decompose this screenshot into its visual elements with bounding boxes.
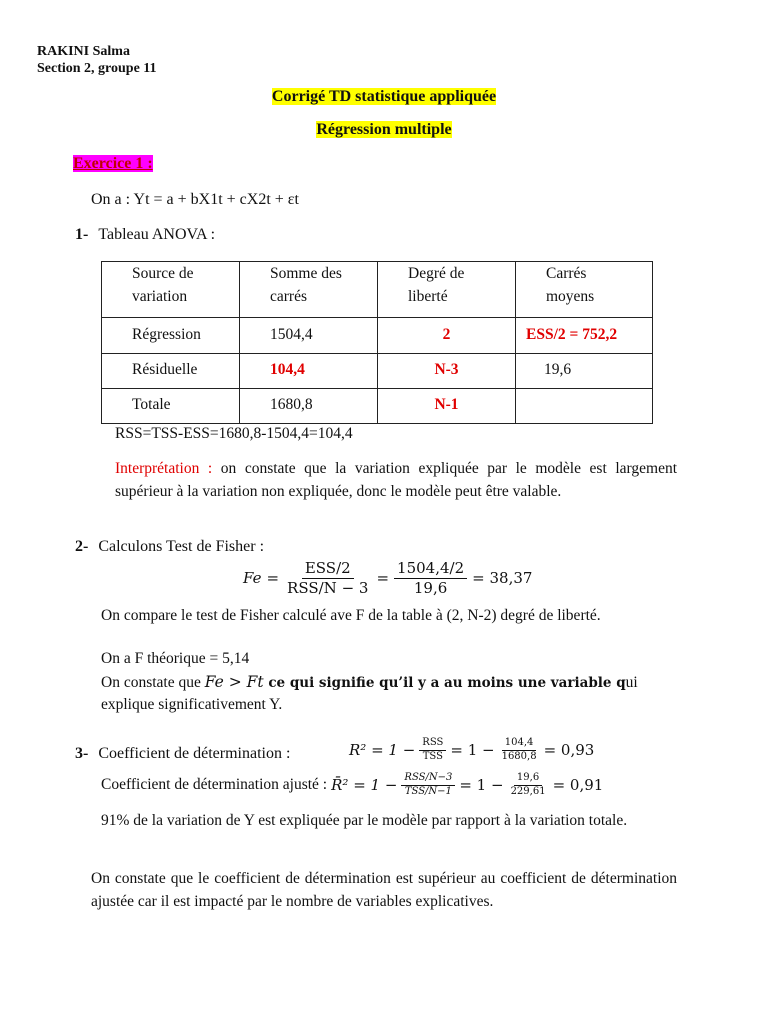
q2-label: Calculons Test de Fisher : — [98, 538, 265, 555]
adj-fraction-2-num: 19,6 — [514, 772, 542, 786]
r2-fraction-1 — [419, 737, 446, 763]
table-header-row — [102, 262, 653, 318]
row-regression-df: 2 — [378, 318, 516, 354]
row-regression-ss: 1504,4 — [240, 318, 378, 354]
row-regression-source: Régression — [102, 318, 240, 354]
adj-mid: = 1 − — [459, 776, 504, 794]
adj-fraction-1-den: TSS/N−1 — [404, 785, 452, 797]
adjusted-r2-line — [101, 772, 603, 798]
eq-sign: = — [376, 569, 390, 588]
fisher-conclusion-end: explique significativement Y. — [101, 696, 283, 713]
fisher-formula — [243, 559, 532, 598]
adjusted-r2-symbol: R̄² = 1 − — [331, 776, 398, 794]
r2-fraction-2-num: 104,4 — [502, 737, 537, 751]
fe-gt-ft: Fe > Ft — [204, 673, 264, 691]
fisher-fraction-2-num: 1504,4/2 — [394, 559, 467, 579]
adj-fraction-2 — [508, 772, 549, 798]
row-total-source: Totale — [102, 389, 240, 424]
adj-fraction-1-num: RSS/N−3 — [401, 772, 455, 786]
interpretation-paragraph — [115, 457, 677, 503]
header-sum-squares: Somme des carrés — [240, 262, 378, 318]
row-regression-ms: ESS/2 = 752,2 — [516, 318, 653, 354]
eq-sign: = — [266, 569, 280, 588]
header-degrees: Degré de liberté — [378, 262, 516, 318]
adj-fraction-1 — [401, 772, 455, 798]
conclusion-bold: ce qui signifie qu’il y a au moins une variable q — [263, 675, 626, 691]
conclusion-prefix: On constate que — [101, 674, 205, 691]
adjusted-r2-formula — [331, 772, 603, 798]
title-wrap — [0, 88, 768, 106]
row-total-ms — [516, 389, 653, 424]
fisher-fraction-2-den: 19,6 — [413, 578, 448, 597]
row-residual-df: N-3 — [378, 354, 516, 389]
row-total-ss: 1680,8 — [240, 389, 378, 424]
r2-fraction-1-den: TSS — [422, 750, 443, 762]
r2-symbol: R² = 1 − — [349, 741, 416, 759]
q3-heading — [75, 745, 290, 763]
section-group: Section 2, groupe 11 — [37, 61, 157, 76]
r2-fraction-1-num: RSS — [419, 737, 446, 751]
exercise-label: Exercice 1 : — [73, 155, 153, 172]
table-row — [102, 318, 653, 354]
adjusted-r2-label: Coefficient de détermination ajusté : — [101, 776, 328, 793]
page-title: Corrigé TD statistique appliquée — [271, 88, 497, 105]
fisher-conclusion-line — [101, 673, 681, 692]
q1-heading — [75, 226, 215, 244]
interpretation-label: Interprétation : — [115, 460, 213, 477]
fisher-fraction-1-num: ESS/2 — [302, 559, 354, 579]
fisher-result: = 38,37 — [472, 569, 533, 588]
r2-fraction-2-den: 1680,8 — [501, 750, 537, 762]
conclusion-tail: ui — [625, 674, 638, 691]
r2-fraction-2 — [499, 737, 540, 763]
author-name: RAKINI Salma — [37, 44, 130, 59]
interpretation-text: on constate que la variation expliquée par le modèle est largement supérieur à la variation non expliquée, donc le modèle peut être valable. — [115, 460, 678, 500]
q1-label: Tableau ANOVA : — [98, 226, 216, 243]
rss-line: RSS=TSS-ESS=1680,8-1504,4=104,4 — [115, 425, 353, 442]
row-residual-ms: 19,6 — [516, 354, 653, 389]
table-row — [102, 354, 653, 389]
r2-mid: = 1 − — [450, 741, 495, 759]
fisher-fraction-1 — [284, 559, 371, 598]
header-mean-squares: Carrés moyens — [516, 262, 653, 318]
r2-result: = 0,93 — [543, 741, 595, 759]
exercise-wrap — [73, 155, 153, 173]
fe-symbol: Fe — [243, 569, 262, 588]
row-residual-ss: 104,4 — [240, 354, 378, 389]
q2-heading — [75, 538, 264, 556]
f-theoretical: On a F théorique = 5,14 — [101, 650, 250, 667]
page-subtitle: Régression multiple — [316, 121, 452, 138]
fisher-fraction-1-den: RSS/N − 3 — [287, 578, 369, 597]
r2-formula — [349, 737, 594, 763]
q3-label: Coefficient de détermination : — [98, 745, 291, 762]
variance-explained-paragraph: 91% de la variation de Y est expliquée par le modèle par rapport à la variation totale. — [101, 812, 628, 829]
adj-result: = 0,91 — [552, 776, 604, 794]
fisher-compare-paragraph: On compare le test de Fisher calculé ave F de la table à (2, N-2) degré de liberté. — [101, 607, 601, 624]
q2-number: 2- — [75, 538, 89, 555]
fisher-fraction-2 — [394, 559, 467, 598]
anova-table — [101, 261, 653, 424]
adj-fraction-2-den: 229,61 — [510, 785, 546, 797]
q1-number: 1- — [75, 226, 89, 243]
header-source: Source de variation — [102, 262, 240, 318]
subtitle-wrap — [0, 121, 768, 139]
model-equation: On a : Yt = a + bX1t + cX2t + εt — [91, 191, 299, 208]
q3-number: 3- — [75, 745, 89, 762]
table-row — [102, 389, 653, 424]
row-total-df: N-1 — [378, 389, 516, 424]
comparison-paragraph: On constate que le coefficient de détermination est supérieur au coefficient de détermination ajustée car il est impacté par le nombre de variables explicatives. — [91, 870, 677, 910]
row-residual-source: Résiduelle — [102, 354, 240, 389]
